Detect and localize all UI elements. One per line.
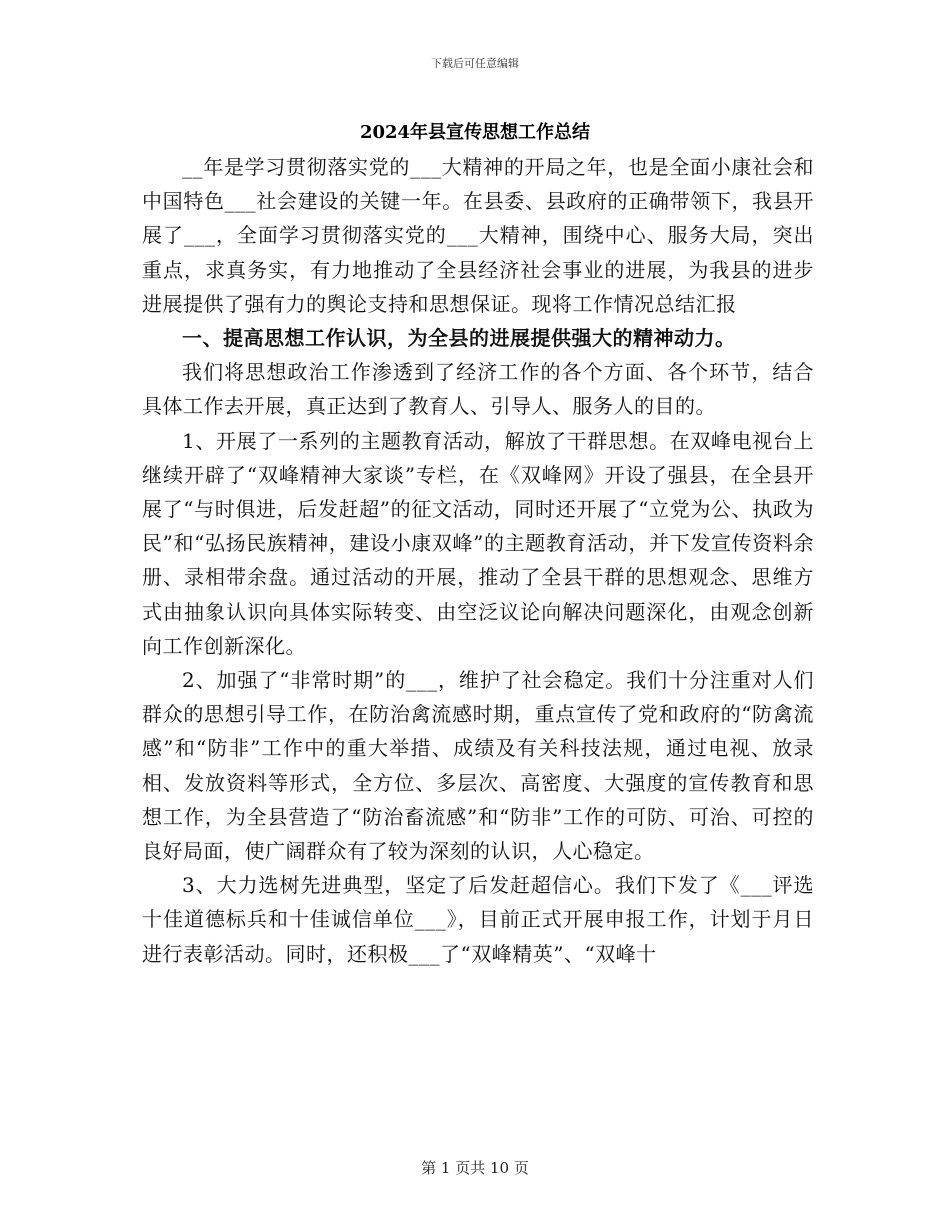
item-1-paragraph: 1、开展了一系列的主题教育活动，解放了干群思想。在双峰电视台上继续开辟了“双峰精神大家谈”专栏，在《双峰网》开设了强县，在全县开展了“与时俱进，后发赶超”的征文活动，同时还开展了“立党为公、执政为民”和“弘扬民族精神，建设小康双峰”的主题教育活动，并下发宣传资料余册、录相带余盘。通过活动的开展，推动了全县干群的思想观念、思维方式由抽象认识向具体实际转变、由空泛议论向解决问题深化，由观念创新向工作创新深化。 — [142, 428, 814, 658]
document-title: 2024年县宣传思想工作总结 — [359, 122, 591, 143]
document-body — [142, 150, 814, 971]
section-intro-paragraph: 我们将思想政治工作渗透到了经济工作的各个方面、各个环节，结合具体工作去开展，真正达到了教育人、引导人、服务人的目的。 — [142, 360, 814, 419]
page-footer: 第 1 页共 10 页 — [421, 1159, 529, 1177]
section-heading-1: 一、提高思想工作认识，为全县的进展提供强大的精神动力。 — [182, 326, 736, 351]
header-note: 下载后可任意编辑 — [431, 57, 519, 70]
intro-paragraph: __年是学习贯彻落实党的___大精神的开局之年，也是全面小康社会和中国特色___社会建设的关键一年。在县委、县政府的正确带领下，我县开展了___，全面学习贯彻落实党的___大精神，围绕中心、服务大局，突出重点，求真务实，有力地推动了全县经济社会事业的进展，为我县的进步进展提供了强有力的舆论支持和思想保证。现将工作情况总结汇报 — [142, 155, 814, 316]
item-3-paragraph: 3、大力选树先进典型，坚定了后发赶超信心。我们下发了《___评选十佳道德标兵和十佳诚信单位___》，目前正式开展申报工作，计划于月日进行表彰活动。同时，还积极___了“双峰精英”、“双峰十 — [142, 873, 814, 966]
item-2-paragraph: 2、加强了“非常时期”的___，维护了社会稳定。我们十分注重对人们群众的思想引导工作，在防治禽流感时期，重点宣传了党和政府的“防禽流感”和“防非”工作中的重大举措、成绩及有关科技法规，通过电视、放录相、发放资料等形式，全方位、多层次、高密度、大强度的宣传教育和思想工作，为全县营造了“防治畜流感”和“防非”工作的可防、可治、可控的良好局面，使广阔群众有了较为深刻的认识，人心稳定。 — [142, 668, 814, 864]
